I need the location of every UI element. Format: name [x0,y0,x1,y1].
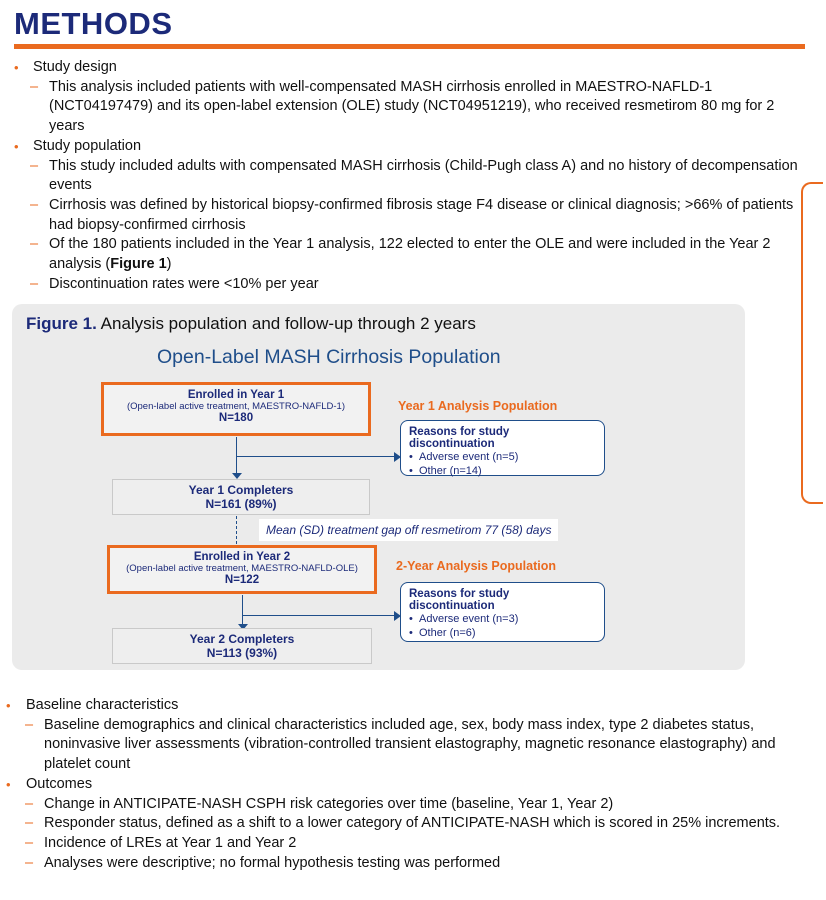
year2-analysis-label: 2-Year Analysis Population [396,559,557,573]
year1-completers-box [112,479,370,515]
methods-section-top [14,58,809,294]
figure-label: Figure 1. [26,314,97,333]
discontinuation-title: Reasons for study discontinuation [409,588,510,612]
sub-bullet: – This study included adults with compensated MASH cirrhosis (Child-Pugh class A) and no history of decompensation events [14,157,809,196]
year2-completers-box [112,628,372,664]
enrolled-year1-n: N=180 [218,412,254,424]
sub-bullet: – Baseline demographics and clinical characteristics included age, sex, body mass index, type 2 diabetes status, noninvasive liver assessments (vibration-controlled transient elastography, magnetic resonance elastography) and platelet count [6,716,806,775]
bullet-baseline: • Baseline characteristics [6,696,806,716]
discontinuation-box-year1 [400,420,605,476]
year2-completers-n: N=113 (93%) [206,646,278,660]
enrolled-year1-box [101,382,371,436]
enrolled-year2-box [107,545,377,594]
sub-bullet-text: Of the 180 patients included in the Year 1 analysis, 122 elected to enter the OLE and were included in the Year 2 analysis ( [49,236,771,273]
title-rule [14,44,805,49]
flow-line-dashed [236,516,237,544]
arrow-right-icon [394,452,401,462]
treatment-gap-note: Mean (SD) treatment gap off resmetirom 77 (58) days [259,519,558,541]
discontinuation-item: • Adverse event (n=5) [409,450,596,464]
flow-line [236,456,396,457]
discontinuation-box-year2 [400,582,605,642]
sub-bullet: – Responder status, defined as a shift to a lower category of ANTICIPATE-NASH which is scored in 25% increments. [6,814,806,834]
discontinuation-title: Reasons for study discontinuation [409,426,510,450]
page-title: METHODS [14,6,173,41]
discontinuation-item: • Other (n=14) [409,464,596,478]
flow-line [242,615,396,616]
figure-1-panel [12,304,745,670]
side-bracket-decoration [801,182,823,504]
bullet-study-population: • Study population [14,137,809,157]
sub-bullet: – Incidence of LREs at Year 1 and Year 2 [6,834,806,854]
sub-bullet-text: ) [166,256,172,273]
figure-caption [26,314,476,334]
sub-bullet [14,235,809,274]
sub-bullet: – Cirrhosis was defined by historical biopsy-confirmed fibrosis stage F4 disease or clinical diagnosis; >66% of patients had biopsy-confirmed cirrhosis [14,196,809,235]
enrolled-year1-sub: (Open-label active treatment, MAESTRO-NAFLD-1) [126,401,346,412]
sub-bullet: – Analyses were descriptive; no formal hypothesis testing was performed [6,854,806,874]
bullet-outcomes: • Outcomes [6,775,806,795]
sub-bullet: – Change in ANTICIPATE-NASH CSPH risk categories over time (baseline, Year 1, Year 2) [6,795,806,815]
population-title: Open-Label MASH Cirrhosis Population [157,346,501,368]
flow-line [242,595,243,627]
enrolled-year1-title: Enrolled in Year 1 [187,389,285,401]
year2-completers-title: Year 2 Completers [189,632,295,646]
year1-completers-n: N=161 (89%) [205,497,277,511]
methods-section-bottom [6,696,806,873]
figure-caption-text: Analysis population and follow-up through 2 years [100,314,476,333]
enrolled-year2-sub: (Open-label active treatment, MAESTRO-NAFLD-OLE) [126,563,358,574]
year1-completers-title: Year 1 Completers [188,483,294,497]
arrow-right-icon [394,611,401,621]
sub-bullet: – This analysis included patients with well-compensated MASH cirrhosis enrolled in MAESTRO-NAFLD-1 (NCT04197479) and its open-label extension (OLE) study (NCT04951219), who received resmetirom 80 mg for 2 years [14,78,809,137]
sub-bullet: – Discontinuation rates were <10% per year [14,275,809,295]
enrolled-year2-title: Enrolled in Year 2 [193,551,291,563]
enrolled-year2-n: N=122 [224,574,260,586]
bullet-study-design: • Study design [14,58,809,78]
discontinuation-item: • Adverse event (n=3) [409,612,596,626]
year1-analysis-label: Year 1 Analysis Population [398,399,558,413]
figure-reference: Figure 1 [110,256,167,273]
discontinuation-item: • Other (n=6) [409,626,596,640]
